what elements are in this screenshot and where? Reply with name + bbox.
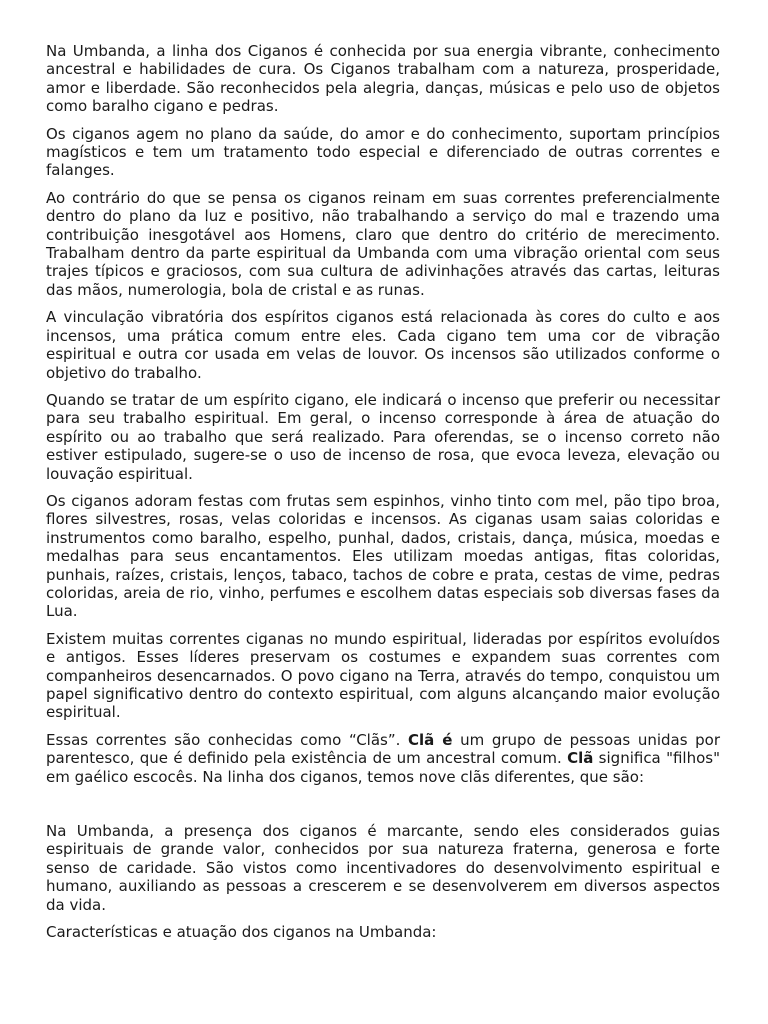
- paragraph-characteristics-heading: Características e atuação dos ciganos na Umbanda:: [46, 923, 437, 942]
- paragraph-planes: Os ciganos agem no plano da saúde, do amor e do conhecimento, suportam princípios magísticos e tem um tratamento todo especial e diferenciado de outras correntes e falanges.: [46, 124, 720, 180]
- paragraph-light: Ao contrário do que se pensa os ciganos reinam em suas correntes preferencialmente dentro do plano da luz e positivo, não trabalhando a serviço do mal e trazendo uma contribuição inesgotável aos Homens, claro que dentro do critério de merecimento. Trabalham dentro da parte espiritual da Umbanda com uma vibração oriental com seus trajes típicos e graciosos, com sua cultura de adivinhações através das cartas, leituras das mãos, numerologia, bola de cristal e as runas.: [46, 188, 720, 299]
- paragraph-offerings: Os ciganos adoram festas com frutas sem espinhos, vinho tinto com mel, pão tipo broa, flores silvestres, rosas, velas coloridas e incensos. As ciganas usam saias coloridas e instrumentos como baralho, espelho, punhal, dados, cristais, dança, música, moedas e medalhas para seus encantamentos. Eles utilizam moedas antigas, fitas coloridas, punhais, raízes, cristais, lenços, tabaco, tachos de cobre e prata, cestas de vime, pedras coloridas, areia de rio, vinho, perfumes e escolhem datas especiais sob diversas fases da Lua.: [46, 491, 720, 621]
- paragraph-currents: Existem muitas correntes ciganas no mundo espiritual, lideradas por espíritos evoluídos e antigos. Esses líderes preservam os costumes e expandem suas correntes com companheiros desencarnados. O povo cigano na Terra, através do tempo, conquistou um papel significativo dentro do contexto espiritual, com alguns alcançando maior evolução espiritual.: [46, 629, 720, 722]
- document-page: [46, 42, 720, 950]
- paragraph-colors-incense: A vinculação vibratória dos espíritos ciganos está relacionada às cores do culto e aos incensos, uma prática comum entre eles. Cada cigano tem uma cor de vibração espiritual e outra cor usada em velas de louvor. Os incensos são utilizados conforme o objetivo do trabalho.: [46, 308, 720, 382]
- paragraph-clans: [46, 731, 720, 786]
- clan-text-1: Essas correntes são conhecidas como “Clãs”.: [46, 730, 408, 749]
- clan-bold-2: Clã: [567, 749, 594, 768]
- clan-text-3: significa "filhos" em gaélico escocês. Na linha dos ciganos, temos nove clãs diferentes, que são:: [46, 749, 720, 786]
- paragraph-intro: Na Umbanda, a linha dos Ciganos é conhecida por sua energia vibrante, conhecimento ancestral e habilidades de cura. Os Ciganos trabalham com a natureza, prosperidade, amor e liberdade. São reconhecidos pela alegria, danças, músicas e pelo uso de objetos como baralho cigano e pedras.: [46, 42, 720, 116]
- clan-text-2: um grupo de pessoas unidas por parentesco, que é definido pela existência de um ancestral comum.: [46, 730, 721, 768]
- paragraph-incense-choice: Quando se tratar de um espírito cigano, ele indicará o incenso que preferir ou necessitar para seu trabalho espiritual. Em geral, o incenso corresponde à área de atuação do espírito ou ao trabalho que será realizado. Para oferendas, se o incenso correto não estiver estipulado, sugere-se o uso de incenso de rosa, que evoca leveza, elevação ou louvação espiritual.: [46, 390, 720, 483]
- paragraph-presence: Na Umbanda, a presença dos ciganos é marcante, sendo eles considerados guias espirituais de grande valor, conhecidos por sua natureza fraterna, generosa e forte senso de caridade. São vistos como incentivadores do desenvolvimento espiritual e humano, auxiliando as pessoas a crescerem e se desenvolverem em diversos aspectos da vida.: [46, 822, 720, 914]
- clan-bold-1: Clã é: [407, 730, 453, 749]
